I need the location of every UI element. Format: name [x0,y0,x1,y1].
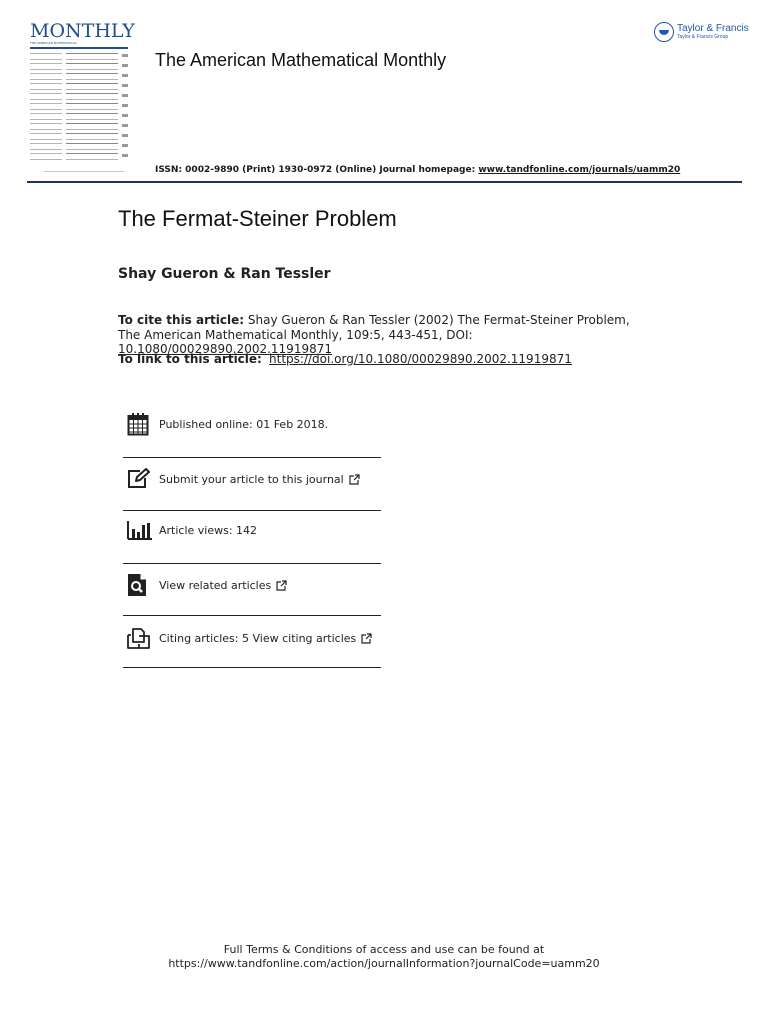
article-link-label: To link to this article: [118,352,267,366]
published-online-label: Published online: 01 Feb 2018. [159,417,329,431]
issn-text: ISSN: 0002-9890 (Print) 1930-0972 (Online) Journal homepage: [155,165,479,175]
issn-line [155,165,680,175]
article-doi-link[interactable]: https://doi.org/10.1080/00029890.2002.11919871 [269,352,572,366]
cover-toc [30,53,136,160]
citing-articles-icon [127,625,157,651]
journal-cover-thumbnail [30,20,136,160]
taylor-francis-logo-icon [654,22,674,42]
footer-line-2[interactable]: https://www.tandfonline.com/action/journalInformation?journalCode=uamm20 [168,957,600,970]
article-views-label: Article views: 142 [159,523,258,537]
submit-article-item[interactable] [123,453,381,505]
external-link-icon [349,474,360,485]
article-title: The Fermat-Steiner Problem [118,206,397,231]
edit-icon [127,466,157,492]
publisher-name: Taylor & Francis [677,23,749,34]
related-articles-label: View related articles [159,578,272,592]
cover-rule [30,47,128,49]
article-authors: Shay Gueron & Ran Tessler [118,266,331,282]
article-views-item [123,504,381,556]
footer-line-1: Full Terms & Conditions of access and use can be found at [223,943,545,956]
published-online-item [123,398,381,450]
citation-text: Shay Gueron & Ran Tessler (2002) The Fermat-Steiner Problem, The American Mathematical Monthly, 109:5, 443-451, DOI: [118,313,630,342]
cover-masthead-subtitle: THE AMERICAN MATHEMATICAL [30,41,78,45]
publisher-logo[interactable] [654,22,749,42]
submit-article-label: Submit your article to this journal [159,472,344,486]
cover-masthead [30,20,136,42]
cover-footer-line [44,171,124,175]
calendar-icon [127,411,157,437]
citing-articles-label: Citing articles: 5 View citing articles [159,631,357,645]
article-link-block [118,352,572,366]
document-search-icon [127,572,157,598]
external-link-icon [361,633,372,644]
citation-doi-link[interactable]: 10.1080/00029890.2002.11919871 [118,342,332,356]
divider [123,667,381,668]
related-articles-item[interactable] [123,559,381,611]
journal-title: The American Mathematical Monthly [155,50,447,70]
citation-block [118,313,638,357]
cover-masthead-text: MONTHLY [30,20,135,42]
citing-articles-item[interactable] [123,612,381,664]
footer-terms [0,943,768,971]
journal-homepage-link[interactable]: www.tandfonline.com/journals/uamm20 [478,165,681,175]
bar-chart-icon [127,517,157,543]
external-link-icon [276,580,287,591]
publisher-logo-text [677,24,749,40]
citation-label: To cite this article: [118,313,245,327]
header-rule [27,181,742,183]
publisher-group: Taylor & Francis Group [677,34,729,40]
